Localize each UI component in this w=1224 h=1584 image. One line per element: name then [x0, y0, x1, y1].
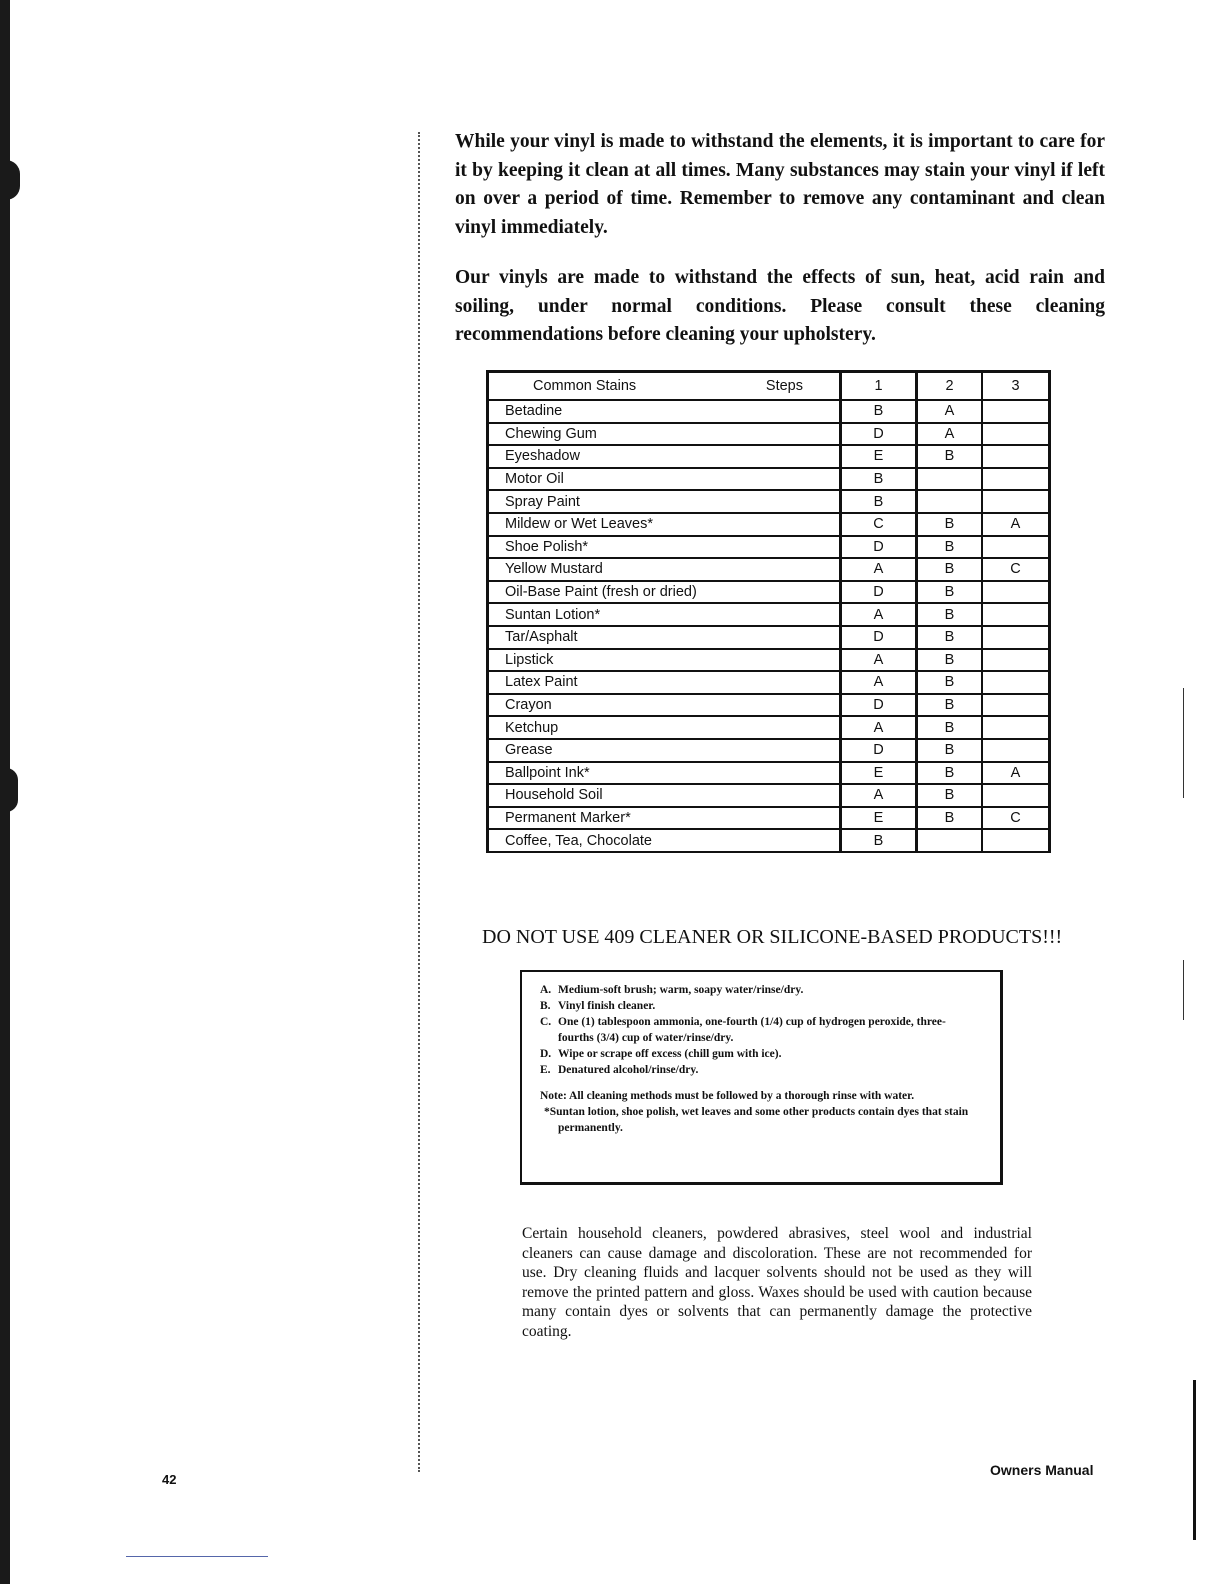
step-3-cell	[982, 400, 1050, 423]
step-3-cell	[982, 581, 1050, 604]
stain-table-header	[488, 372, 1050, 401]
table-row	[488, 649, 1050, 672]
step-3-cell: C	[982, 558, 1050, 581]
stain-name-cell: Betadine	[488, 400, 841, 423]
stain-table	[486, 370, 1051, 853]
step-3-cell	[982, 784, 1050, 807]
step-2-cell: B	[917, 445, 983, 468]
stain-name-cell: Shoe Polish*	[488, 536, 841, 559]
legend-key: C.	[540, 1016, 552, 1028]
legend-text: Denatured alcohol/rinse/dry.	[558, 1064, 699, 1076]
legend-key: E.	[540, 1064, 551, 1076]
table-row	[488, 694, 1050, 717]
header-stains-cell	[488, 372, 841, 401]
step-2-cell: B	[917, 784, 983, 807]
step-2-cell: B	[917, 581, 983, 604]
stain-name-cell: Yellow Mustard	[488, 558, 841, 581]
step-1-cell: A	[841, 558, 917, 581]
legend-text: Vinyl finish cleaner.	[558, 1000, 656, 1012]
legend-item	[540, 1062, 980, 1078]
stain-name-cell: Latex Paint	[488, 671, 841, 694]
step-2-cell	[917, 829, 983, 852]
step-1-cell: E	[841, 807, 917, 830]
step-3-cell	[982, 829, 1050, 852]
dotted-margin-rule	[418, 132, 420, 1472]
step-2-cell: B	[917, 536, 983, 559]
header-steps: Steps	[765, 378, 803, 394]
step-2-cell	[917, 490, 983, 513]
legend-text: Wipe or scrape off excess (chill gum with ice).	[558, 1048, 782, 1060]
intro-paragraph-2: Our vinyls are made to withstand the effects of sun, heat, acid rain and soiling, under normal conditions. Please consult these cleaning recommendations before cleaning your upholstery.	[455, 267, 1105, 345]
step-3-cell: A	[982, 513, 1050, 536]
step-3-cell	[982, 490, 1050, 513]
step-3-cell	[982, 626, 1050, 649]
scan-bottom-rule	[126, 1556, 268, 1557]
legend-note: Note: All cleaning methods must be followed by a thorough rinse with water.	[540, 1090, 915, 1102]
step-3-cell	[982, 649, 1050, 672]
legend-text: One (1) tablespoon ammonia, one-fourth (1/4) cup of hydrogen peroxide, three-fourths (3/4) cup of water/rinse/dry.	[558, 1016, 946, 1044]
stain-name-cell: Suntan Lotion*	[488, 603, 841, 626]
step-3-cell	[982, 536, 1050, 559]
legend-footnote: *Suntan lotion, shoe polish, wet leaves and some other products contain dyes that stain permanently.	[544, 1106, 969, 1134]
step-3-cell	[982, 694, 1050, 717]
cleaning-legend	[520, 970, 1003, 1185]
step-2-cell	[917, 468, 983, 491]
scan-right-mark	[1183, 960, 1184, 1020]
step-3-cell	[982, 716, 1050, 739]
legend-item	[540, 982, 980, 998]
scan-left-edge	[0, 0, 10, 1584]
step-2-cell: B	[917, 558, 983, 581]
step-3-cell	[982, 739, 1050, 762]
stain-name-cell: Chewing Gum	[488, 423, 841, 446]
stain-name-cell: Tar/Asphalt	[488, 626, 841, 649]
warning-text: DO NOT USE 409 CLEANER OR SILICONE-BASED PRODUCTS!!!	[482, 926, 1063, 948]
table-row	[488, 716, 1050, 739]
step-1-cell: C	[841, 513, 917, 536]
step-2-cell: B	[917, 694, 983, 717]
step-2-cell: A	[917, 423, 983, 446]
step-3-cell	[982, 423, 1050, 446]
step-1-cell: A	[841, 603, 917, 626]
table-row	[488, 671, 1050, 694]
stain-name-cell: Ballpoint Ink*	[488, 762, 841, 785]
step-1-cell: E	[841, 445, 917, 468]
table-row	[488, 513, 1050, 536]
legend-key: A.	[540, 984, 552, 996]
stain-name-cell: Household Soil	[488, 784, 841, 807]
step-3-cell	[982, 603, 1050, 626]
table-row	[488, 558, 1050, 581]
step-1-cell: B	[841, 829, 917, 852]
stain-name-cell: Oil-Base Paint (fresh or dried)	[488, 581, 841, 604]
header-step-1: 1	[841, 372, 917, 401]
step-1-cell: D	[841, 581, 917, 604]
table-row	[488, 445, 1050, 468]
step-1-cell: D	[841, 423, 917, 446]
scan-right-bar	[1193, 1380, 1196, 1540]
table-row	[488, 739, 1050, 762]
legend-item	[540, 1014, 980, 1046]
table-row	[488, 423, 1050, 446]
header-common-stains: Common Stains	[533, 378, 637, 394]
stain-name-cell: Coffee, Tea, Chocolate	[488, 829, 841, 852]
table-row	[488, 807, 1050, 830]
step-3-cell	[982, 468, 1050, 491]
step-2-cell: B	[917, 626, 983, 649]
scan-right-mark	[1183, 688, 1184, 798]
stain-name-cell: Eyeshadow	[488, 445, 841, 468]
header-step-2: 2	[917, 372, 983, 401]
stain-name-cell: Mildew or Wet Leaves*	[488, 513, 841, 536]
step-3-cell: A	[982, 762, 1050, 785]
table-row	[488, 603, 1050, 626]
step-1-cell: B	[841, 400, 917, 423]
stain-name-cell: Permanent Marker*	[488, 807, 841, 830]
table-row	[488, 829, 1050, 852]
step-2-cell: B	[917, 671, 983, 694]
step-2-cell: B	[917, 762, 983, 785]
legend-item	[540, 1046, 980, 1062]
step-1-cell: A	[841, 671, 917, 694]
step-1-cell: D	[841, 536, 917, 559]
step-1-cell: B	[841, 468, 917, 491]
table-row	[488, 762, 1050, 785]
step-1-cell: A	[841, 784, 917, 807]
legend-key: D.	[540, 1048, 552, 1060]
stain-name-cell: Spray Paint	[488, 490, 841, 513]
header-step-3: 3	[982, 372, 1050, 401]
intro-paragraph-1: While your vinyl is made to withstand the elements, it is important to care for it by keeping it clean at all times. Many substances may stain your vinyl if left on over a period of time. Remember to remove any contaminant and clean vinyl immediately.	[455, 131, 1105, 238]
step-3-cell: C	[982, 807, 1050, 830]
table-row	[488, 490, 1050, 513]
step-2-cell: B	[917, 603, 983, 626]
closing-paragraph: Certain household cleaners, powdered abrasives, steel wool and industrial cleaners can cause damage and discoloration. These are not recommended for use. Dry cleaning fluids and lacquer solvents should not be used as they will remove the printed pattern and gloss. Waxes should be used with caution because many contain dyes or solvents that can permanently damage the protective coating.	[522, 1225, 1032, 1340]
manual-title: Owners Manual	[990, 1462, 1094, 1478]
step-2-cell: B	[917, 716, 983, 739]
stain-name-cell: Motor Oil	[488, 468, 841, 491]
step-1-cell: D	[841, 739, 917, 762]
step-3-cell	[982, 671, 1050, 694]
table-row	[488, 536, 1050, 559]
legend-item	[540, 998, 980, 1014]
table-row	[488, 400, 1050, 423]
step-2-cell: B	[917, 513, 983, 536]
step-1-cell: B	[841, 490, 917, 513]
legend-key: B.	[540, 1000, 551, 1012]
step-2-cell: B	[917, 739, 983, 762]
table-row	[488, 784, 1050, 807]
step-1-cell: D	[841, 694, 917, 717]
legend-list	[540, 982, 980, 1078]
step-1-cell: A	[841, 716, 917, 739]
step-2-cell: A	[917, 400, 983, 423]
table-row	[488, 626, 1050, 649]
step-1-cell: E	[841, 762, 917, 785]
step-2-cell: B	[917, 807, 983, 830]
step-3-cell	[982, 445, 1050, 468]
stain-name-cell: Lipstick	[488, 649, 841, 672]
step-2-cell: B	[917, 649, 983, 672]
stain-name-cell: Grease	[488, 739, 841, 762]
table-row	[488, 581, 1050, 604]
stain-name-cell: Ketchup	[488, 716, 841, 739]
table-row	[488, 468, 1050, 491]
stain-name-cell: Crayon	[488, 694, 841, 717]
step-1-cell: D	[841, 626, 917, 649]
page-number: 42	[162, 1472, 177, 1487]
step-1-cell: A	[841, 649, 917, 672]
legend-text: Medium-soft brush; warm, soapy water/rinse/dry.	[558, 984, 804, 996]
